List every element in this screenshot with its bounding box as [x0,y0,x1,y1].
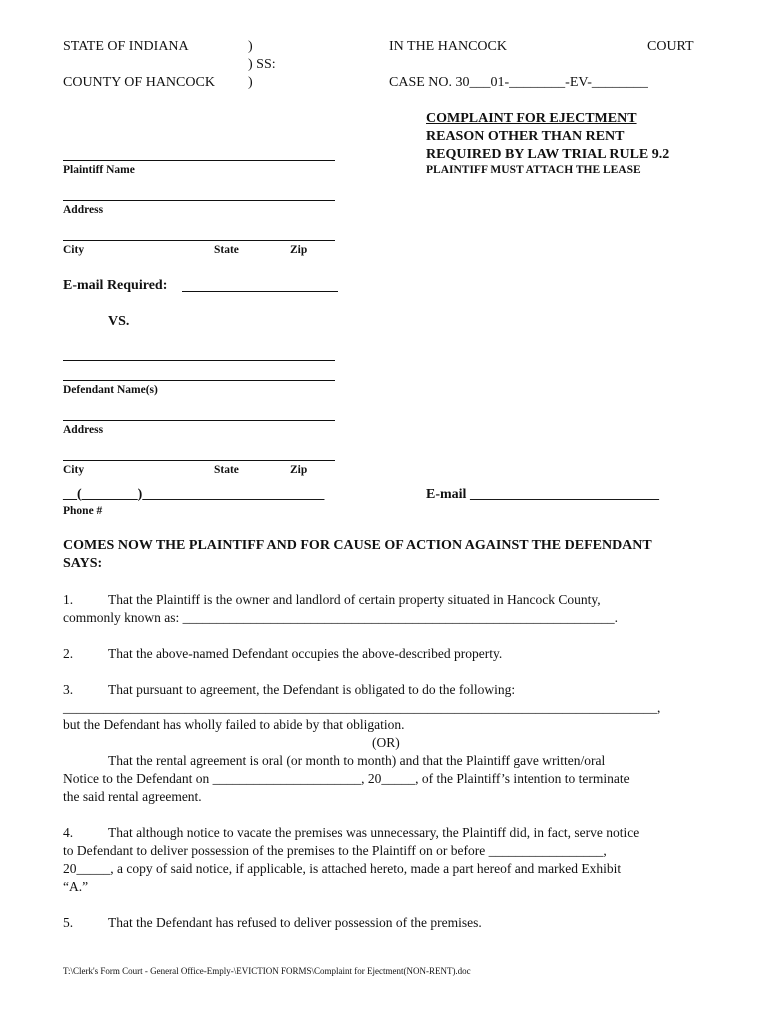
paragraph-3-end: the said rental agreement. [63,789,202,804]
paragraph-3-oral: That the rental agreement is oral (or month to month) and that the Plaintiff gave written/oral [108,753,606,768]
defendant-name-label: Defendant Name(s) [63,384,158,396]
paragraph-5-number: 5. [63,915,74,930]
attach-lease-note: PLAINTIFF MUST ATTACH THE LEASE [426,164,641,176]
footer-file-path: T:\Clerk's Form Court - General Office-Emply-\EVICTION FORMS\Complaint for Ejectment(NON-RENT).doc [63,966,471,976]
defendant-address-field[interactable] [63,420,335,421]
versus-label: VS. [108,314,130,329]
defendant-state-label: State [214,464,239,476]
paragraph-4-exhibit-a: “A.” [63,879,89,894]
form-title-line2: REASON OTHER THAN RENT [426,129,625,144]
defendant-city-state-zip-field[interactable] [63,460,335,461]
paragraph-4-number: 4. [63,825,74,840]
intro-heading: COMES NOW THE PLAINTIFF AND FOR CAUSE OF ACTION AGAINST THE DEFENDANT [63,538,652,553]
defendant-email-field[interactable]: E-mail ___________________________ [426,487,659,502]
plaintiff-zip-label: Zip [290,244,308,256]
caption-paren: ) [248,39,253,54]
court-label: IN THE HANCOCK [389,39,507,54]
paragraph-4-exhibit: 20_____, a copy of said notice, if applicable, is attached hereto, made a part hereof and marked Exhibit [63,861,622,876]
intro-heading-says: SAYS: [63,556,103,571]
paragraph-2-number: 2. [63,646,74,661]
form-title: COMPLAINT FOR EJECTMENT [426,111,637,126]
ss-label: ) SS: [248,57,276,72]
plaintiff-address-field[interactable] [63,200,335,201]
state-label: STATE OF INDIANA [63,39,189,54]
paragraph-1-text: That the Plaintiff is the owner and landlord of certain property situated in Hancock County, [108,592,601,607]
obligation-field[interactable]: ________________________________________________________________________________________, [63,700,661,715]
property-address-field[interactable]: commonly known as: ________________________________________________________________. [63,610,618,625]
defendant-name-field[interactable] [63,360,335,361]
court-label-suffix: COURT [647,39,694,54]
or-label: (OR) [372,735,400,750]
defendant-phone-label: Phone # [63,505,103,517]
paragraph-5-text: That the Defendant has refused to deliver possession of the premises. [108,915,482,930]
defendant-name-field-2[interactable] [63,380,335,381]
defendant-zip-label: Zip [290,464,308,476]
caption-paren: ) [248,75,253,90]
plaintiff-city-label: City [63,244,85,256]
paragraph-1-number: 1. [63,592,74,607]
plaintiff-state-label: State [214,244,239,256]
paragraph-3-failed: but the Defendant has wholly failed to abide by that obligation. [63,717,405,732]
county-label: COUNTY OF HANCOCK [63,75,215,90]
plaintiff-address-label: Address [63,204,104,216]
paragraph-3-text: That pursuant to agreement, the Defendant is obligated to do the following: [108,682,516,697]
case-number-field[interactable]: CASE NO. 30___01-________-EV-________ [389,75,648,90]
plaintiff-email-label: E-mail Required: [63,278,168,293]
notice-date-field[interactable]: Notice to the Defendant on ______________________, 20_____, of the Plaintiff’s intention to terminate [63,771,630,786]
defendant-city-label: City [63,464,85,476]
paragraph-3-number: 3. [63,682,74,697]
plaintiff-email-field[interactable] [182,291,338,292]
defendant-address-label: Address [63,424,104,436]
defendant-phone-field[interactable]: __(________)__________________________ [63,487,325,502]
possession-date-field[interactable]: to Defendant to deliver possession of the premises to the Plaintiff on or before _________________, [63,843,607,858]
plaintiff-city-state-zip-field[interactable] [63,240,335,241]
plaintiff-name-label: Plaintiff Name [63,164,135,176]
form-title-line3: REQUIRED BY LAW TRIAL RULE 9.2 [426,147,670,162]
paragraph-2-text: That the above-named Defendant occupies the above-described property. [108,646,503,661]
paragraph-4-text: That although notice to vacate the premises was unnecessary, the Plaintiff did, in fact, serve notice [108,825,640,840]
plaintiff-name-field[interactable] [63,160,335,161]
